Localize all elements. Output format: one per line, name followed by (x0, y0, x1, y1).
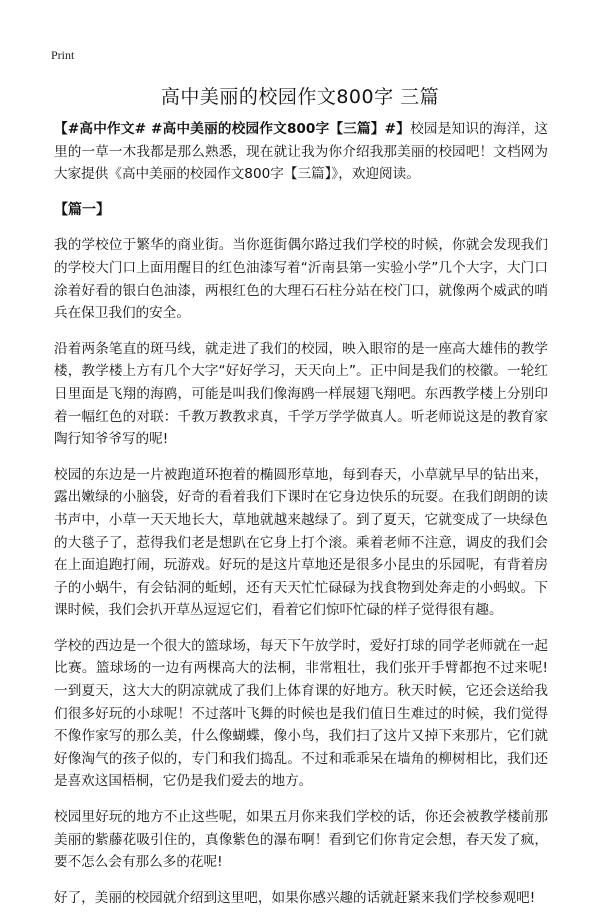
intro-tags: 【#高中作文# #高中美丽的校园作文800字【三篇】#】 (54, 121, 411, 137)
page-title: 高中美丽的校园作文800字 三篇 (160, 86, 440, 108)
intro-paragraph (54, 118, 548, 186)
body-paragraph-5: 校园里好玩的地方不止这些呢，如果五月你来我们学校的话，你还会被教学楼前那美丽的紫藤花吸引住的，真像紫色的瀑布啊！看到它们你肯定会想，春天发了疯，要不怎么会有那么多的花呢! (54, 809, 548, 871)
body-paragraph-1: 我的学校位于繁华的商业街。当你逛街偶尔路过我们学校的时候，你就会发现我们的学校大门口上面用醒目的红色油漆写着“沂南县第一实验小学”几个大字，大门口涂着好看的银白色油漆，两根红色的大理石石柱分站在校门口，就像两个威武的哨兵在保卫我们的安全。 (54, 237, 548, 322)
body-paragraph-6: 好了，美丽的校园就介绍到这里吧，如果你感兴趣的话就赶紧来我们学校参观吧! (54, 889, 536, 906)
body-paragraph-4: 学校的西边是一个很大的篮球场，每天下午放学时，爱好打球的同学老师就在一起比赛。篮球场的一边有两棵高大的法桐，非常粗壮，我们张开手臂都抱不过来呢!一到夏天，这大大的阴凉就成了我们上体育课的好地方。秋天时候，它还会送给我们很多好玩的小球呢！不过落叶飞舞的时候也是我们值日生难过的时候，我们觉得不像作家写的那么美，什么像蝴蝶，像小鸟，我们扫了这片又掉下来那片，它们就好像淘气的孩子似的，专门和我们捣乱。不过和乖乖呆在墙角的柳树相比，我们还是喜欢这国梧桐，它仍是我们爱去的地方。 (54, 637, 548, 790)
article-body (54, 118, 548, 922)
section-heading: 【篇一】 (54, 201, 110, 218)
print-label: Print (51, 48, 75, 62)
body-paragraph-2: 沿着两条笔直的斑马线，就走进了我们的校园，映入眼帘的是一座高大雄伟的教学楼，教学楼上方有几个大字“好好学习，天天向上”。正中间是我们的校徽。一轮红日里面是飞翔的海鸥，可能是叫我们像海鸥一样展翅飞翔吧。东西教学楼上分别印着一幅红色的对联：千教万教教求真，千学万学学做真人。听老师说这是的教育家陶行知爷爷写的呢! (54, 340, 548, 448)
intro-text: 校园是知识的海洋，这里的一草一木我都是那么熟悉，现在就让我为你介绍我那美丽的校园吧！文档网为大家提供《高中美丽的校园作文800字【三篇】》，欢迎阅读。 (54, 121, 549, 183)
body-paragraph-3: 校园的东边是一片被跑道环抱着的椭圆形草地，每到春天，小草就早早的钻出来，露出嫩绿的小脑袋，好奇的看着我们下课时在它身边快乐的玩耍。在我们朗朗的读书声中，小草一天天地长大，草地就越来越绿了。到了夏天，它就变成了一块绿色的大毯子了，惹得我们老是想趴在它身上打个滚。乘着老师不注意，调皮的我们会在上面追跑打闹，玩游戏。好玩的是这片草地还是很多小昆虫的乐园呢，有背着房子的小蜗牛，有会钻洞的蚯蚓，还有天天忙忙碌碌为找食物到处奔走的小蚂蚁。下课时候，我们会扒开草丛逗逗它们，看着它们惊吓忙碌的样子觉得很有趣。 (54, 466, 548, 619)
